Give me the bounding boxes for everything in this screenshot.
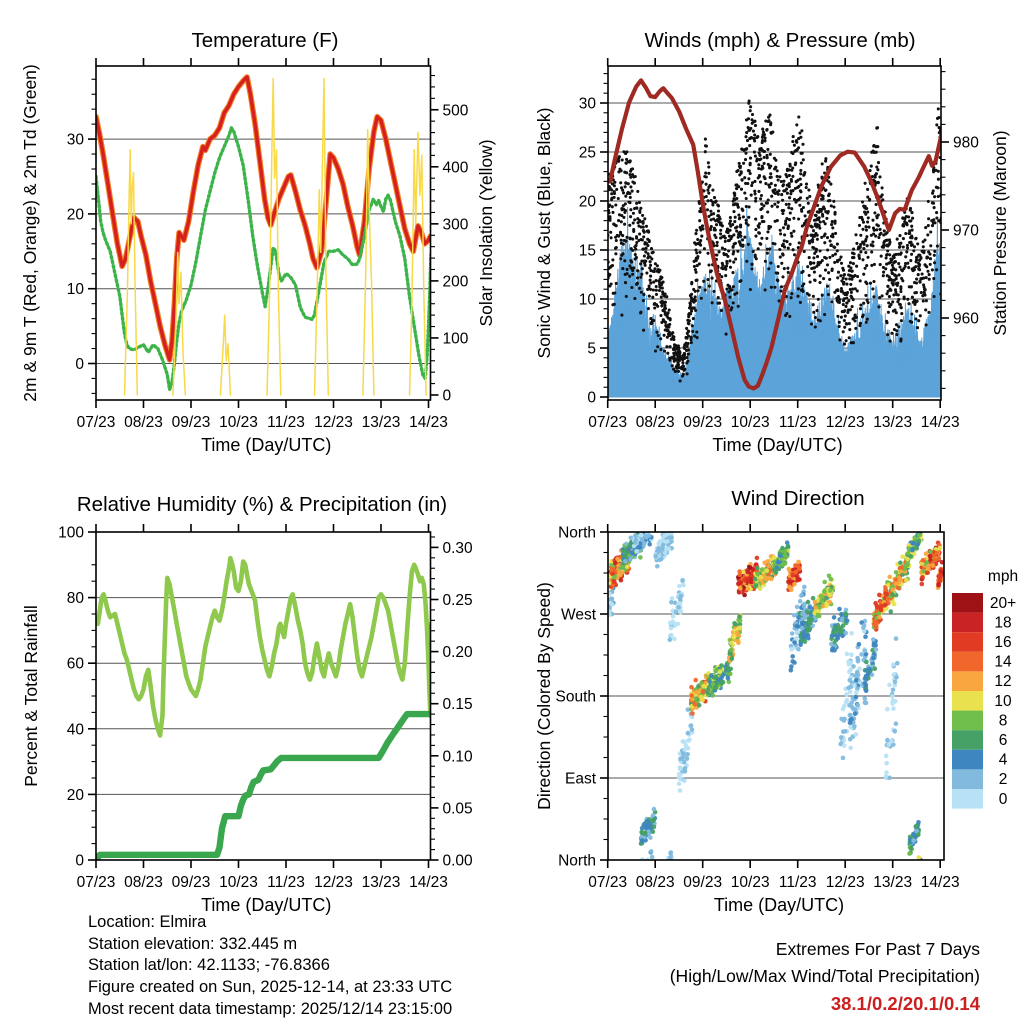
svg-text:Wind Direction: Wind Direction (731, 487, 865, 510)
station-info (88, 912, 452, 1021)
svg-text:South: South (555, 688, 596, 706)
svg-text:15: 15 (578, 242, 596, 260)
svg-text:300: 300 (442, 216, 469, 234)
svg-text:10/23: 10/23 (219, 874, 258, 891)
svg-text:mph: mph (987, 568, 1019, 585)
svg-text:11/23: 11/23 (778, 874, 817, 891)
svg-text:960: 960 (953, 310, 979, 328)
svg-text:Time (Day/UTC): Time (Day/UTC) (713, 895, 845, 915)
svg-text:0.10: 0.10 (442, 748, 473, 766)
svg-text:Temperature (F): Temperature (F) (191, 29, 339, 52)
svg-text:100: 100 (58, 524, 84, 542)
svg-text:60: 60 (66, 655, 84, 673)
svg-text:Time (Day/UTC): Time (Day/UTC) (201, 435, 332, 455)
svg-text:200: 200 (442, 273, 469, 291)
svg-text:10/23: 10/23 (730, 874, 770, 891)
svg-text:North: North (558, 524, 596, 542)
svg-text:10/23: 10/23 (730, 414, 770, 431)
svg-text:970: 970 (953, 222, 979, 240)
svg-text:14/23: 14/23 (920, 414, 960, 431)
extremes-summary (670, 936, 980, 1017)
svg-text:10: 10 (66, 281, 84, 299)
temperature-chart (0, 0, 512, 480)
svg-text:14: 14 (994, 653, 1012, 671)
recent-timestamp: Most recent data timestamp: 2025/12/14 23:15:00 (88, 999, 453, 1018)
svg-text:13/23: 13/23 (361, 874, 401, 891)
svg-text:980: 980 (953, 134, 979, 152)
svg-text:07/23: 07/23 (588, 414, 628, 431)
svg-text:08/23: 08/23 (124, 874, 163, 891)
svg-text:20+: 20+ (989, 594, 1017, 612)
svg-text:08/23: 08/23 (635, 874, 675, 891)
svg-text:8: 8 (998, 712, 1008, 730)
svg-text:Winds (mph) & Pressure (mb): Winds (mph) & Pressure (mb) (644, 29, 916, 52)
svg-text:Solar Insolation (Yellow): Solar Insolation (Yellow) (476, 139, 496, 327)
svg-text:14/23: 14/23 (409, 874, 448, 891)
svg-text:11/23: 11/23 (267, 414, 305, 431)
svg-text:10: 10 (994, 692, 1012, 710)
station-latlon: Station lat/lon: 42.1133; -76.8366 (88, 956, 330, 975)
extremes-values: 38.1/0.2/20.1/0.14 (830, 993, 980, 1014)
svg-text:5: 5 (587, 340, 596, 358)
svg-text:20: 20 (578, 193, 596, 211)
svg-text:Sonic Wind & Gust (Blue, Black: Sonic Wind & Gust (Blue, Black) (534, 107, 554, 359)
svg-text:Time (Day/UTC): Time (Day/UTC) (712, 435, 843, 455)
svg-text:11/23: 11/23 (778, 414, 817, 431)
svg-text:0: 0 (998, 790, 1008, 808)
svg-text:0.25: 0.25 (442, 592, 473, 609)
svg-text:Percent & Total Rainfall: Percent & Total Rainfall (21, 605, 41, 787)
svg-text:North: North (558, 852, 596, 870)
svg-text:6: 6 (998, 732, 1008, 749)
svg-text:12: 12 (994, 673, 1012, 691)
svg-text:0: 0 (75, 356, 84, 373)
svg-text:2: 2 (998, 771, 1008, 789)
svg-text:18: 18 (994, 614, 1012, 632)
svg-text:30: 30 (66, 131, 84, 149)
svg-text:16: 16 (994, 634, 1012, 651)
svg-text:12/23: 12/23 (314, 414, 353, 431)
svg-text:25: 25 (578, 144, 596, 162)
svg-text:0: 0 (442, 387, 452, 405)
svg-text:09/23: 09/23 (683, 874, 723, 891)
figure-created: Figure created on Sun, 2025-12-14, at 23:33 UTC (88, 978, 453, 997)
svg-text:09/23: 09/23 (171, 874, 211, 891)
svg-text:0.30: 0.30 (442, 539, 473, 557)
extremes-title: Extremes For Past 7 Days (775, 939, 980, 959)
svg-text:0: 0 (587, 389, 596, 407)
svg-text:4: 4 (998, 751, 1008, 769)
svg-text:10/23: 10/23 (219, 414, 258, 431)
svg-text:Direction (Colored By Speed): Direction (Colored By Speed) (534, 582, 554, 810)
svg-text:12/23: 12/23 (825, 874, 865, 891)
svg-text:20: 20 (66, 206, 84, 224)
svg-text:80: 80 (66, 590, 84, 608)
svg-text:11/23: 11/23 (267, 874, 305, 891)
svg-text:400: 400 (442, 159, 469, 177)
svg-text:09/23: 09/23 (171, 414, 211, 431)
svg-text:0.05: 0.05 (442, 800, 473, 818)
svg-text:Relative Humidity (%) & Precip: Relative Humidity (%) & Precipitation (in) (76, 493, 448, 516)
svg-text:13/23: 13/23 (873, 874, 913, 891)
svg-text:2m & 9m T (Red, Orange) & 2m T: 2m & 9m T (Red, Orange) & 2m Td (Green) (20, 64, 40, 402)
extremes-subtitle: (High/Low/Max Wind/Total Precipitation) (669, 966, 980, 986)
svg-text:Time (Day/UTC): Time (Day/UTC) (201, 895, 332, 915)
speed-colorbar (952, 568, 1018, 809)
svg-text:30: 30 (578, 95, 596, 113)
svg-text:13/23: 13/23 (361, 414, 401, 431)
svg-text:0: 0 (75, 852, 84, 870)
svg-text:0.00: 0.00 (442, 852, 473, 870)
svg-text:13/23: 13/23 (873, 414, 913, 431)
svg-text:08/23: 08/23 (124, 414, 163, 431)
svg-text:08/23: 08/23 (635, 414, 675, 431)
svg-text:10: 10 (578, 291, 596, 309)
svg-text:12/23: 12/23 (314, 874, 353, 891)
svg-text:09/23: 09/23 (683, 414, 723, 431)
svg-text:07/23: 07/23 (76, 874, 116, 891)
svg-text:Station Pressure (Maroon): Station Pressure (Maroon) (990, 130, 1010, 336)
svg-text:0.15: 0.15 (442, 696, 473, 714)
svg-text:East: East (564, 770, 596, 788)
svg-text:07/23: 07/23 (588, 874, 628, 891)
station-location: Location: Elmira (88, 913, 207, 931)
winds-pressure-chart (512, 0, 1024, 480)
svg-text:40: 40 (66, 721, 84, 739)
svg-text:12/23: 12/23 (825, 414, 865, 431)
svg-text:07/23: 07/23 (76, 414, 116, 431)
svg-text:0.20: 0.20 (442, 644, 473, 662)
svg-text:500: 500 (442, 102, 469, 120)
svg-text:West: West (560, 606, 596, 624)
svg-text:14/23: 14/23 (920, 874, 960, 891)
station-elevation: Station elevation: 332.445 m (88, 934, 298, 953)
svg-text:100: 100 (442, 330, 469, 348)
svg-text:20: 20 (66, 786, 84, 804)
svg-text:14/23: 14/23 (409, 414, 448, 431)
